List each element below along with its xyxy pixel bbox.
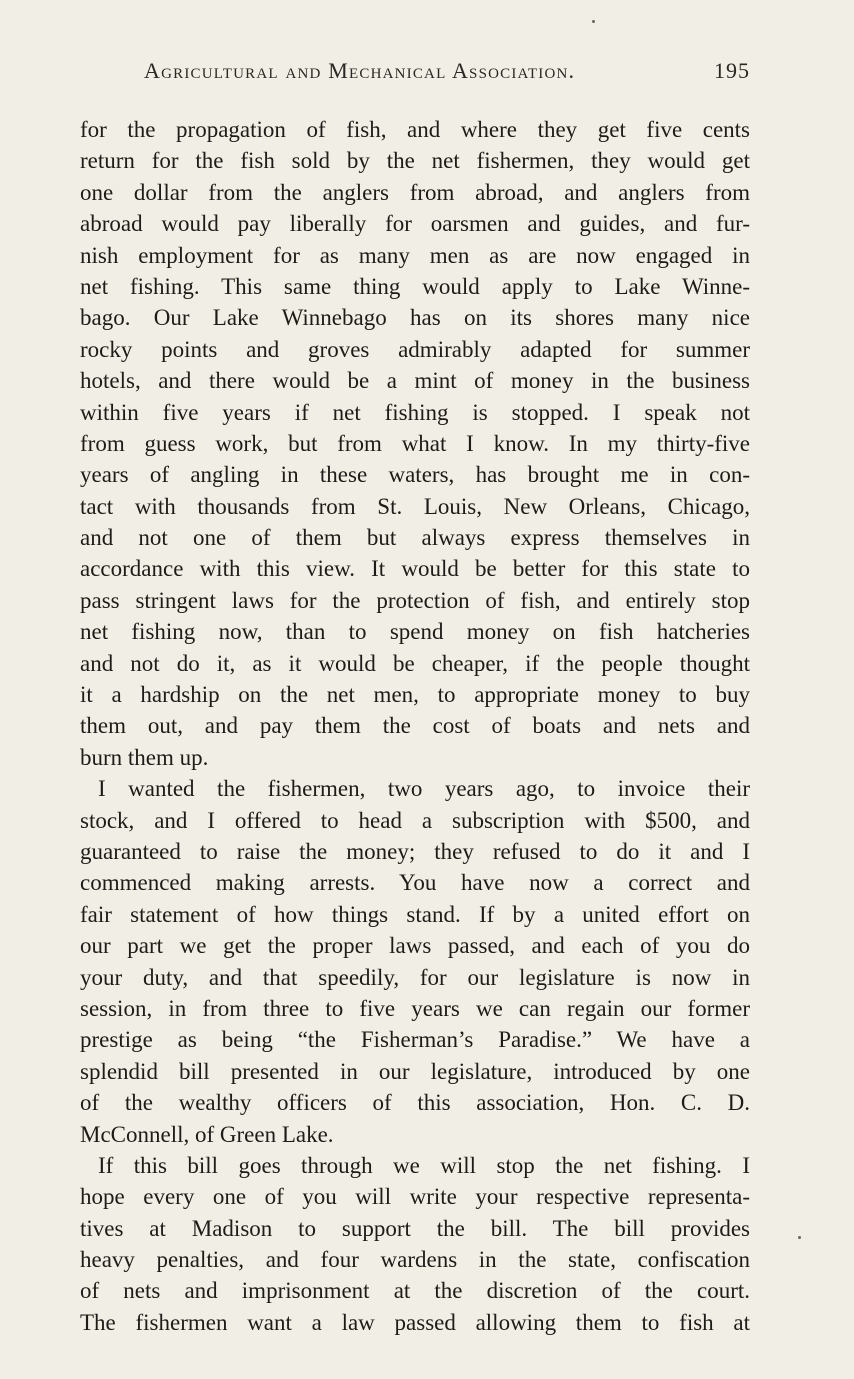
text-line: years of angling in these waters, has brought me in con-	[80, 462, 750, 488]
text-line: commenced making arrests. You have now a correct and	[80, 870, 750, 896]
text-line: I wanted the fishermen, two years ago, to invoice their	[98, 776, 750, 802]
text-line: stock, and I offered to head a subscription with $500, and	[80, 807, 750, 833]
text-line: heavy penalties, and four wardens in the state, confiscation	[80, 1247, 750, 1273]
paragraph-2	[80, 773, 750, 1150]
text-line: The fishermen want a law passed allowing them to fish at	[80, 1309, 750, 1335]
text-line: pass stringent laws for the protection of fish, and entirely stop	[80, 587, 750, 613]
text-line: return for the fish sold by the net fishermen, they would get	[80, 148, 750, 174]
text-line: bago. Our Lake Winnebago has on its shores many nice	[80, 305, 750, 331]
text-line: If this bill goes through we will stop the net fishing. I	[98, 1152, 750, 1178]
paper-speck	[592, 20, 595, 23]
text-line: prestige as being “the Fisherman’s Paradise.” We have a	[80, 1027, 750, 1053]
text-line: session, in from three to five years we can regain our former	[80, 995, 750, 1021]
text-line: tives at Madison to support the bill. The bill provides	[80, 1215, 750, 1241]
text-line: hope every one of you will write your respective representa-	[80, 1184, 750, 1210]
text-line: net fishing. This same thing would apply to Lake Winne-	[80, 273, 750, 299]
text-line: of nets and imprisonment at the discretion of the court.	[80, 1278, 750, 1304]
text-line: net fishing now, than to spend money on fish hatcheries	[80, 619, 750, 645]
text-line: abroad would pay liberally for oarsmen and guides, and fur-	[80, 211, 750, 237]
text-line: accordance with this view. It would be better for this state to	[80, 556, 750, 582]
running-title: Agricultural and Mechanical Association.	[144, 58, 576, 83]
text-line: them out, and pay them the cost of boats and nets and	[80, 713, 750, 739]
text-line: rocky points and groves admirably adapted for summer	[80, 336, 750, 362]
text-line: our part we get the proper laws passed, and each of you do	[80, 933, 750, 959]
text-line: burn them up.	[80, 744, 209, 770]
text-line: guaranteed to raise the money; they refused to do it and I	[80, 838, 750, 864]
paragraph-1	[80, 114, 750, 773]
page-number: 195	[714, 58, 750, 83]
text-line: of the wealthy officers of this association, Hon. C. D.	[80, 1090, 750, 1116]
paragraph-3	[80, 1150, 750, 1338]
text-line: tact with thousands from St. Louis, New Orleans, Chicago,	[80, 493, 750, 519]
text-line: splendid bill presented in our legislature, introduced by one	[80, 1058, 750, 1084]
text-line: within five years if net fishing is stopped. I speak not	[80, 399, 750, 425]
text-line: your duty, and that speedily, for our legislature is now in	[80, 964, 750, 990]
body-text	[80, 114, 750, 1338]
text-line: fair statement of how things stand. If by a united effort on	[80, 901, 750, 927]
text-line: it a hardship on the net men, to appropriate money to buy	[80, 682, 750, 708]
paper-speck	[798, 1236, 801, 1239]
text-line: from guess work, but from what I know. In my thirty-five	[80, 430, 750, 456]
text-line: nish employment for as many men as are now engaged in	[80, 242, 750, 268]
text-line: McConnell, of Green Lake.	[80, 1121, 334, 1147]
text-line: and not one of them but always express themselves in	[80, 525, 750, 551]
running-head	[78, 58, 750, 90]
text-line: one dollar from the anglers from abroad, and anglers from	[80, 179, 750, 205]
text-line: hotels, and there would be a mint of money in the business	[80, 368, 750, 394]
text-line: for the propagation of fish, and where they get five cents	[80, 117, 750, 142]
text-line: and not do it, as it would be cheaper, if the people thought	[80, 650, 750, 676]
